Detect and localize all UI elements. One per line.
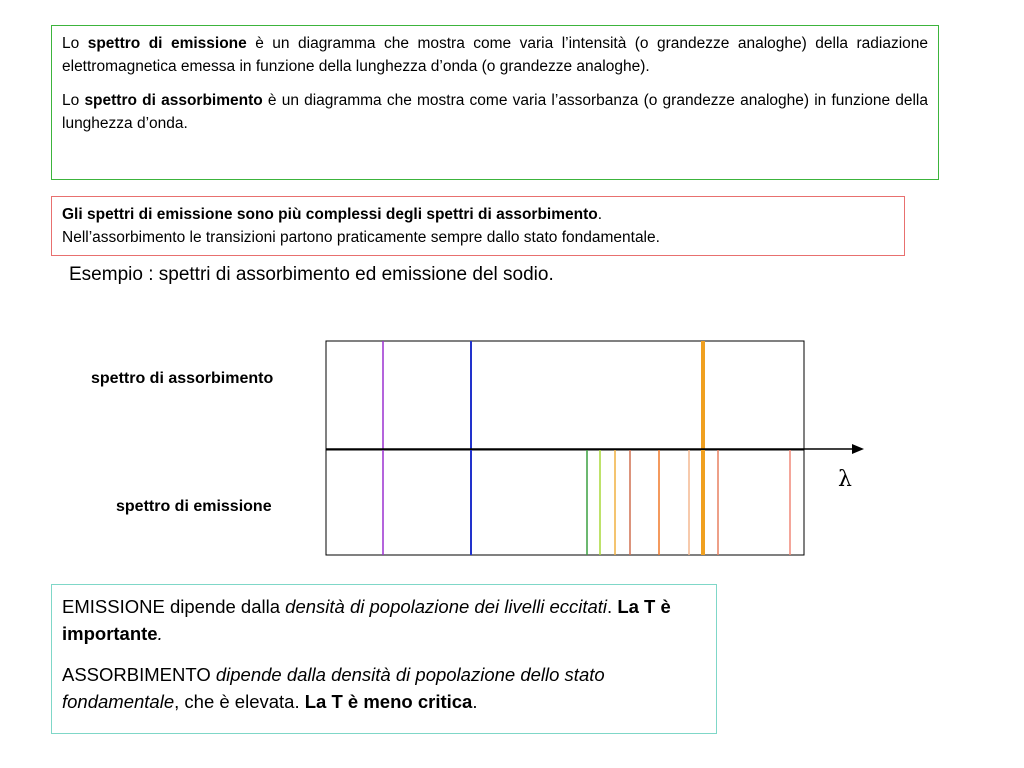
absorption-stmt-b: dipende dalla densità di popolazione dello stato fondamentale <box>62 664 605 712</box>
absorption-spectrum-label: spettro di assorbimento <box>91 370 274 387</box>
absorption-statement <box>62 661 706 715</box>
lambda-axis-symbol: λ <box>838 467 852 492</box>
emission-def-term: spettro di emissione <box>87 35 247 52</box>
absorption-stmt-d: La T è meno critica <box>304 691 473 712</box>
note-line-2: Nell’assorbimento le transizioni partono praticamente sempre dallo stato fondamentale. <box>62 229 660 246</box>
note-period: . <box>597 206 603 223</box>
temperature-box <box>51 584 717 734</box>
absorption-def-term: spettro di assorbimento <box>84 92 263 109</box>
emission-def-text: è un diagramma che mostra come varia l’intensità (o grandezze analoghe) della radiazione elettromagnetica emessa in funzione della lunghezza d’onda (o grandezze analoghe). <box>62 35 928 75</box>
emission-stmt-b: densità di popolazione dei livelli eccitati <box>285 596 608 617</box>
note-bold-text: Gli spettri di emissione sono più complessi degli spettri di assorbimento <box>62 206 598 223</box>
emission-stmt-e: . <box>157 623 163 644</box>
emission-def-lo: Lo <box>62 35 80 52</box>
emission-spectrum-label: spettro di emissione <box>116 498 272 515</box>
absorption-def-lo: Lo <box>62 92 80 109</box>
emission-stmt-a: EMISSIONE dipende dalla <box>62 596 286 617</box>
absorption-def-text: è un diagramma che mostra come varia l’assorbanza (o grandezze analoghe) in funzione della lunghezza d’onda. <box>62 92 928 132</box>
emission-stmt-d: La T è importante <box>62 596 671 644</box>
emission-frame <box>326 450 804 555</box>
axis-arrowhead <box>852 444 864 454</box>
absorption-stmt-e: . <box>472 691 478 712</box>
absorption-stmt-a: ASSORBIMENTO <box>62 664 216 685</box>
absorption-stmt-c: , che è elevata. <box>174 691 305 712</box>
emission-statement <box>62 593 706 647</box>
emission-stmt-c: . <box>607 596 618 617</box>
absorption-lines <box>383 341 703 449</box>
emission-lines <box>383 450 790 555</box>
example-caption: Esempio : spettri di assorbimento ed emissione del sodio. <box>69 264 554 285</box>
absorption-frame <box>326 341 804 449</box>
